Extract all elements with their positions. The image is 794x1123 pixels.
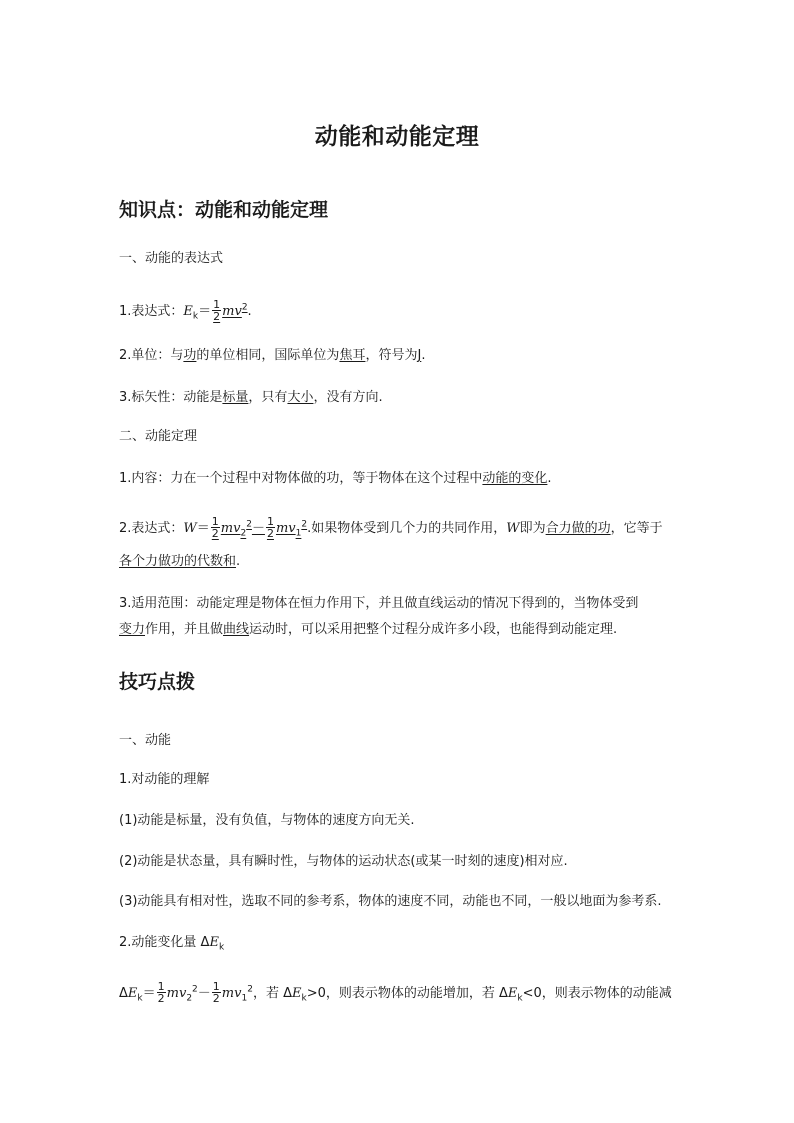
kinetic-energy-formula-line: 1.表达式：$E_k=$ $\frac{1}{2}$ $mv^2$. (119, 298, 252, 323)
theorem-formula-line: 2.表达式：W＝ $\frac{1}{2}$ $mv_2^2-$ $\frac{1}{2}$ $mv_1^2$.如果物体受到几个力的共同作用，W即为合力做的功，它等于 (119, 515, 663, 540)
change-heading: 2.动能变化量 $\Delta E_k$ (119, 935, 225, 953)
theorem-content-line: 1.内容：力在一个过程中对物体做的功，等于物体在这个过程中动能的变化. (119, 471, 552, 486)
page-title: 动能和动能定理 (314, 124, 480, 150)
point-3: (3)动能具有相对性，选取不同的参考系，物体的速度不同，动能也不同，一般以地面为参考系. (119, 894, 662, 909)
subheading-theorem: 二、动能定理 (119, 429, 198, 444)
understanding-heading: 1.对动能的理解 (119, 772, 210, 787)
scalar-vector-line: 3.标矢性：动能是标量，只有大小，没有方向. (119, 390, 383, 405)
theorem-formula-line-2: 各个力做功的代数和. (119, 554, 241, 569)
section-heading-tips: 技巧点拨 (119, 671, 196, 693)
scope-line-2: 变力作用，并且做曲线运动时，可以采用把整个过程分成许多小段，也能得到动能定理. (119, 622, 618, 637)
fraction-half: $\frac{1}{2}$ (211, 515, 219, 540)
scope-line-1: 3.适用范围：动能定理是物体在恒力作用下，并且做直线运动的情况下得到的，当物体受到 (119, 596, 639, 611)
fraction-half: $\frac{1}{2}$ (157, 980, 165, 1005)
fraction-half: $\frac{1}{2}$ (266, 515, 274, 540)
section-heading-knowledge: 知识点：动能和动能定理 (119, 199, 329, 221)
point-2: (2)动能是状态量，具有瞬时性，与物体的运动状态(或某一时刻的速度)相对应. (119, 854, 568, 869)
change-formula-line: $\Delta E_k=$ $\frac{1}{2}$ $mv_2^2-$ $\frac{1}{2}$ $mv_1^2$，若 $\Delta E_k>0$，则表示物体的动能增加，若 $\Delta E_k<0$，则表示物体的动能减 (119, 980, 672, 1005)
unit-line: 2.单位：与功的单位相同，国际单位为焦耳，符号为J. (119, 348, 426, 363)
ek-symbol: E (183, 304, 193, 319)
fraction-half: $\frac{1}{2}$ (212, 980, 220, 1005)
point-1: (1)动能是标量，没有负值，与物体的速度方向无关. (119, 813, 415, 828)
subheading-kinetic: 一、动能 (119, 733, 172, 748)
subheading-kinetic-expression: 一、动能的表达式 (119, 251, 224, 266)
fraction-half: $\frac{1}{2}$ (213, 298, 221, 323)
